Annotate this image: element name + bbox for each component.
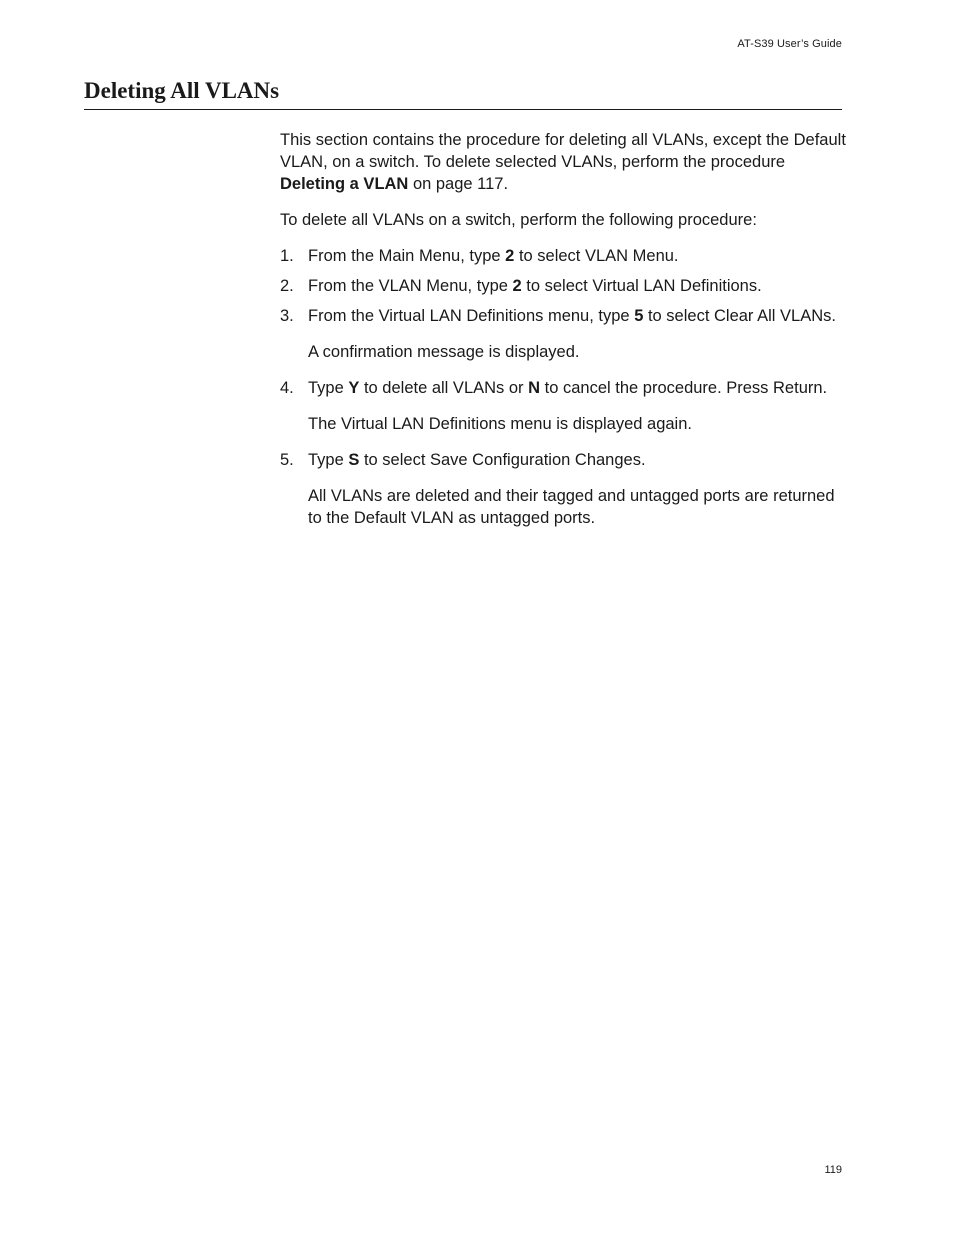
step-note: The Virtual LAN Definitions menu is displayed again.: [308, 415, 692, 433]
intro-paragraph: [280, 129, 846, 195]
step-text-after: to select VLAN Menu.: [514, 247, 679, 265]
step-key: S: [348, 451, 360, 469]
procedure-steps: [280, 245, 846, 529]
title-rule: [84, 109, 842, 110]
step-number: 3.: [280, 307, 294, 325]
step-5: [280, 449, 846, 529]
step-number: 2.: [280, 277, 294, 295]
step-text-after: to cancel the procedure. Press Return.: [540, 379, 828, 397]
running-header: AT-S39 User’s Guide: [737, 38, 842, 50]
step-key: 2: [512, 277, 522, 295]
step-text-before: From the Virtual LAN Definitions menu, type: [308, 307, 635, 325]
step-2: [280, 275, 846, 297]
step-1: [280, 245, 846, 267]
content-body: [280, 129, 846, 543]
step-key: Y: [348, 379, 360, 397]
step-text-after: to select Save Configuration Changes.: [359, 451, 646, 469]
step-key-secondary: N: [528, 379, 541, 397]
step-text-before: Type: [308, 451, 349, 469]
intro-text-after: on page 117.: [408, 175, 509, 193]
step-text-after: to select Clear All VLANs.: [643, 307, 836, 325]
section-title: Deleting All VLANs: [84, 78, 280, 103]
step-4: [280, 377, 846, 435]
page-number: 119: [824, 1164, 842, 1176]
step-number: 4.: [280, 379, 294, 397]
step-text-before: From the Main Menu, type: [308, 247, 506, 265]
step-key: 5: [634, 307, 644, 325]
step-text-before: From the VLAN Menu, type: [308, 277, 513, 295]
step-key: 2: [505, 247, 515, 265]
step-text-before: Type: [308, 379, 349, 397]
step-note: All VLANs are deleted and their tagged and untagged ports are returned to the Default VLAN as untagged ports.: [308, 487, 835, 527]
step-note: A confirmation message is displayed.: [308, 343, 580, 361]
intro-text-before: This section contains the procedure for deleting all VLANs, except the Default VLAN, on a switch. To delete selected VLANs, perform the procedure: [280, 131, 846, 171]
step-number: 5.: [280, 451, 294, 469]
step-3: [280, 305, 846, 363]
procedure-lead: To delete all VLANs on a switch, perform the following procedure:: [280, 211, 757, 229]
step-number: 1.: [280, 247, 294, 265]
intro-cross-reference: Deleting a VLAN: [280, 175, 409, 193]
step-text-middle: to delete all VLANs or: [359, 379, 529, 397]
step-text-after: to select Virtual LAN Definitions.: [521, 277, 762, 295]
